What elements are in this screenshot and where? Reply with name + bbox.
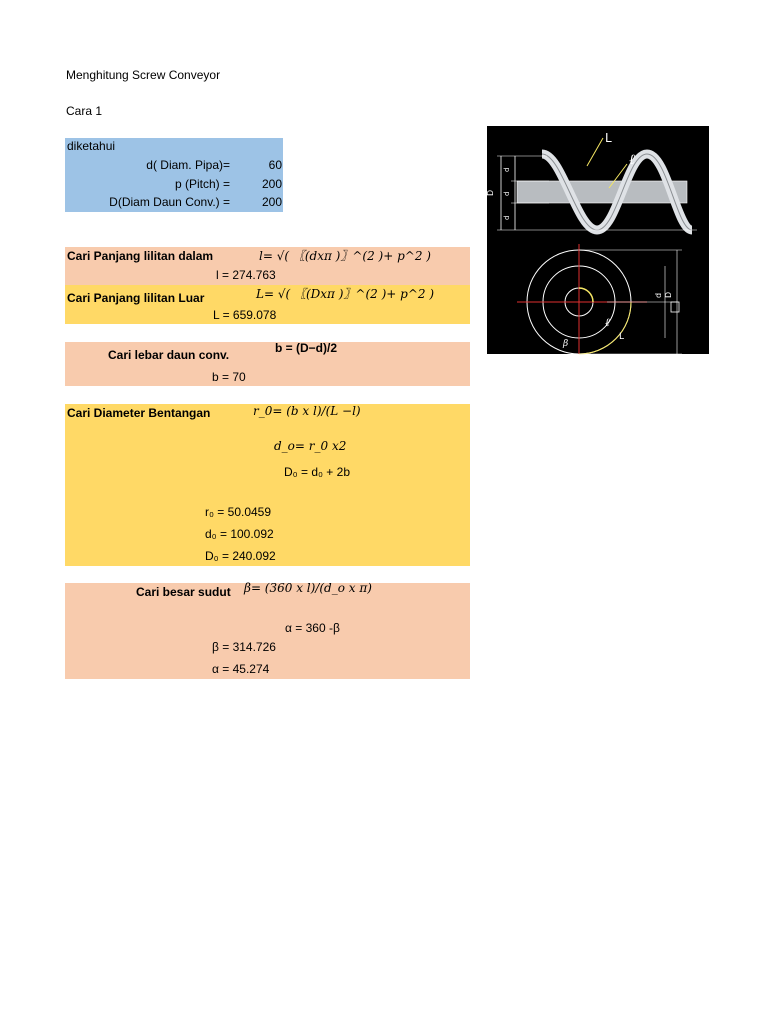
span-formula-D0: D₀ = d₀ + 2b xyxy=(284,465,350,479)
screw-diagram-svg xyxy=(487,126,709,354)
span-diameter-panel xyxy=(65,404,470,566)
span-formula-r0: r_0= (b x l)/(L −l) xyxy=(253,404,361,418)
span-result-d0: d₀ = 100.092 xyxy=(205,527,274,541)
end-dim-box xyxy=(671,302,679,312)
angle-result-beta: β = 314.726 xyxy=(212,640,276,654)
angle-formula-alpha: α = 360 -β xyxy=(285,621,340,635)
known-label-pipe: d( Diam. Pipa)= xyxy=(146,158,230,172)
blade-width-label: Cari lebar daun conv. xyxy=(108,348,230,362)
blade-width-formula: b = (D−d)/2 xyxy=(275,341,338,355)
inner-length-label: Cari Panjang lilitan dalam xyxy=(67,249,214,263)
span-result-D0: D₀ = 240.092 xyxy=(205,549,276,563)
pipe-shape xyxy=(517,181,687,203)
span-formula-d0: d_o= r_0 x2 xyxy=(274,439,347,453)
outer-length-label: Cari Panjang lilitan Luar xyxy=(67,291,205,305)
label-beta: β xyxy=(563,339,569,349)
outer-length-panel xyxy=(65,285,470,324)
known-label-blade: D(Diam Daun Conv.) = xyxy=(109,195,230,209)
label-d-side-1: d xyxy=(503,167,511,172)
angle-label: Cari besar sudut xyxy=(136,585,231,599)
label-l-end: ℓ xyxy=(605,316,610,329)
page-title: Menghitung Screw Conveyor xyxy=(66,68,221,82)
method-heading: Cara 1 xyxy=(66,104,103,118)
blade-width-panel xyxy=(65,342,470,386)
angle-result-alpha: α = 45.274 xyxy=(212,662,270,676)
label-L-top: L xyxy=(605,131,612,145)
outer-length-formula: L= √( 〖(Dxπ )〗^(2 )+ p^2 ) xyxy=(256,287,435,301)
angle-formula-beta: β= (360 x l)/(d_o x π) xyxy=(244,581,372,595)
outer-length-result: L = 659.078 xyxy=(213,308,277,322)
label-L-end: L xyxy=(619,332,625,342)
known-value-blade: 200 xyxy=(261,195,282,209)
known-value-pipe: 60 xyxy=(268,158,282,172)
inner-length-result: l = 274.763 xyxy=(216,268,276,282)
inner-length-formula: l= √( 〖(dxπ )〗^(2 )+ p^2 ) xyxy=(259,249,431,263)
arc-l xyxy=(579,288,593,302)
label-D-end: d xyxy=(654,292,663,298)
span-diameter-label: Cari Diameter Bentangan xyxy=(67,406,211,420)
known-value-pitch: 200 xyxy=(261,177,282,191)
leader-L xyxy=(587,138,603,166)
label-d-side-2: d xyxy=(503,191,511,196)
span-result-r0: r₀ = 50.0459 xyxy=(205,505,272,519)
blade-width-result: b = 70 xyxy=(212,370,246,384)
known-heading: diketahui xyxy=(67,139,116,153)
label-D-side: D xyxy=(486,189,495,196)
known-label-pitch: p (Pitch) = xyxy=(174,177,230,191)
angle-panel xyxy=(65,583,470,679)
label-d-end: D xyxy=(664,291,673,298)
label-l-top: ℓ xyxy=(629,152,635,168)
known-values-panel xyxy=(65,138,283,212)
screw-conveyor-diagram xyxy=(487,126,709,354)
label-d-side-3: d xyxy=(503,215,511,220)
inner-length-panel xyxy=(65,247,470,285)
